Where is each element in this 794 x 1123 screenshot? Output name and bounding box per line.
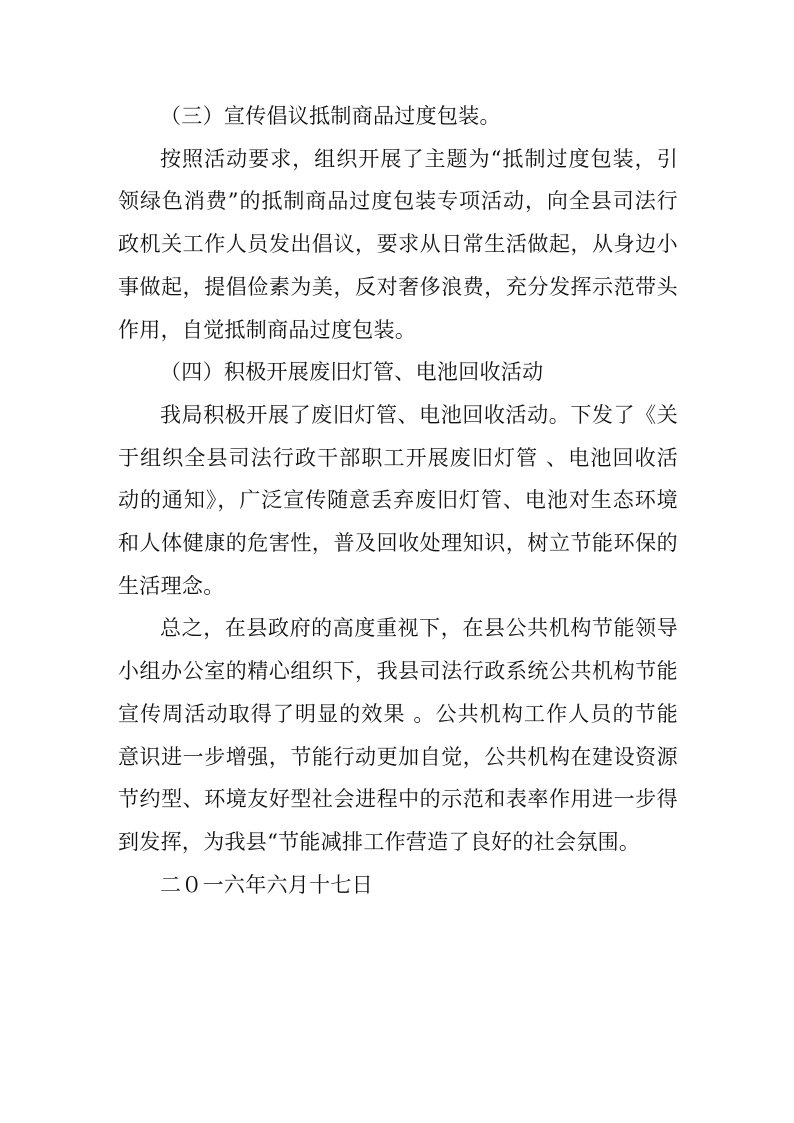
document-body bbox=[118, 95, 678, 906]
section-4-paragraph: 我局积极开展了废旧灯管、电池回收活动。下发了《关于组织全县司法行政干部职工开展废旧灯管 、电池回收活动的通知》，广泛宣传随意丢弃废旧灯管、电池对生态环境和人体健康的危害性，普及回收处理知识，树立节能环保的生活理念。 bbox=[118, 402, 678, 598]
conclusion-paragraph: 总之，在县政府的高度重视下，在县公共机构节能领导小组办公室的精心组织下，我县司法行政系统公共机构节能宣传周活动取得了明显的效果 。公共机构工作人员的节能意识进一步增强，节能行动更加自觉，公共机构在建设资源节约型、环境友好型社会进程中的示范和表率作用进一步得到发挥，为我县“节能减排工作营造了良好的社会氛围。 bbox=[118, 616, 678, 854]
section-3-heading: （三）宣传倡议抵制商品过度包装。 bbox=[160, 104, 501, 128]
section-3-paragraph: 按照活动要求，组织开展了主题为“抵制过度包装，引领绿色消费”的抵制商品过度包装专项活动，向全县司法行政机关工作人员发出倡议，要求从日常生活做起，从身边小事做起，提倡俭素为美，反对奢侈浪费，充分发挥示范带头作用，自觉抵制商品过度包装。 bbox=[118, 146, 678, 342]
document-date: 二０一六年六月十七日 bbox=[160, 872, 373, 897]
section-4-heading: （四）积极开展废旧灯管、电池回收活动 bbox=[160, 360, 544, 385]
